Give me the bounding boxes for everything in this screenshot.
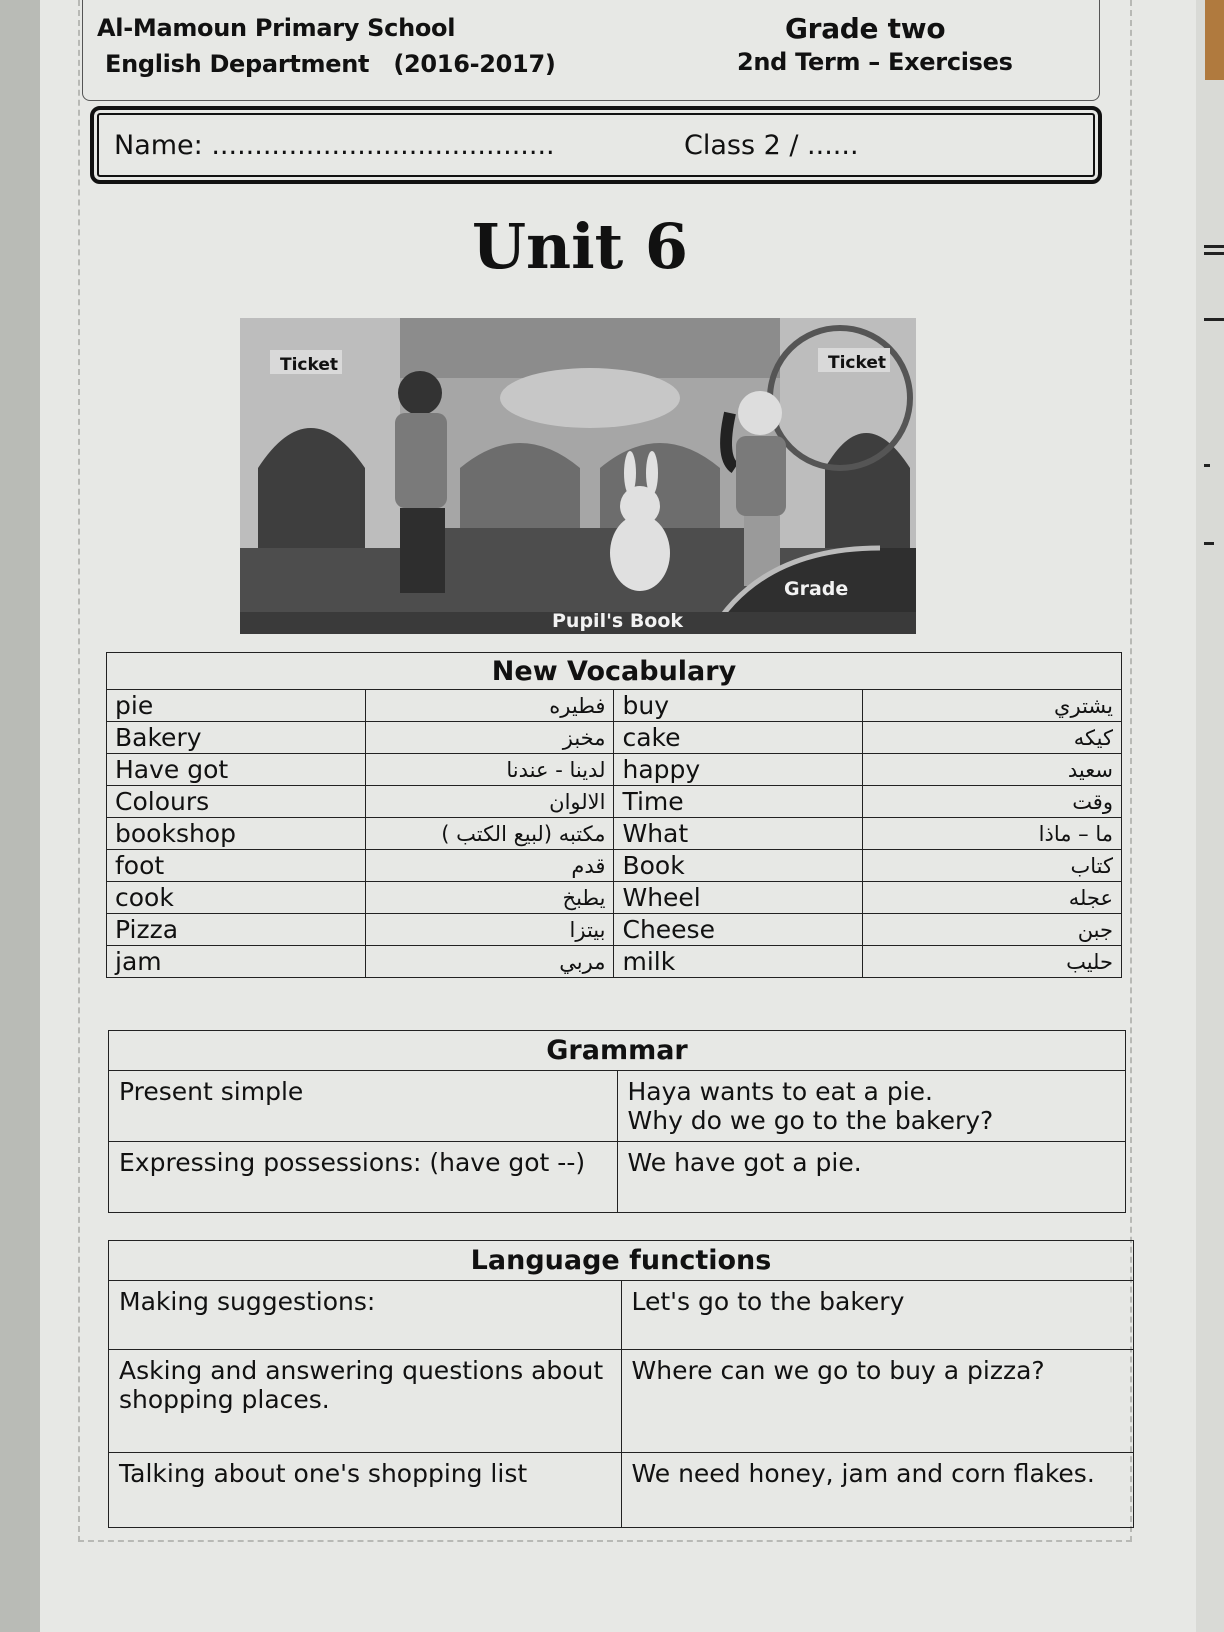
language-function-example: Let's go to the bakery (621, 1281, 1134, 1350)
ticket-sign-right: Ticket (828, 353, 887, 373)
grammar-table (108, 1030, 1126, 1213)
vocab-arabic-meaning: ما – ماذا (862, 818, 1121, 850)
vocabulary-heading: New Vocabulary (107, 653, 1122, 690)
language-function: Asking and answering questions about shopping places. (109, 1350, 622, 1453)
name-class-box (90, 106, 1102, 184)
table-row (107, 914, 1122, 946)
vocab-english-word: Pizza (107, 914, 366, 946)
table-row (107, 818, 1122, 850)
table-row (107, 786, 1122, 818)
vocab-arabic-meaning: قدم (366, 850, 614, 882)
grammar-example: We have got a pie. (617, 1142, 1126, 1213)
class-field[interactable]: Class 2 / ...... (684, 130, 859, 161)
vocab-arabic-meaning: الالوان (366, 786, 614, 818)
grammar-heading: Grammar (109, 1031, 1126, 1071)
table-row (107, 850, 1122, 882)
vocab-english-word: foot (107, 850, 366, 882)
vocab-arabic-meaning: سعيد (862, 754, 1121, 786)
language-function-example: We need honey, jam and corn flakes. (621, 1453, 1134, 1528)
vocab-english-word: Book (614, 850, 862, 882)
name-field[interactable]: Name: ........................................ (114, 130, 555, 161)
vocab-arabic-meaning: مخبز (366, 722, 614, 754)
language-functions-heading: Language functions (109, 1241, 1134, 1281)
vocab-arabic-meaning: بيتزا (366, 914, 614, 946)
vocab-english-word: Bakery (107, 722, 366, 754)
desk-corner (1205, 0, 1224, 80)
table-row (107, 722, 1122, 754)
table-row (109, 1350, 1134, 1453)
vocab-english-word: jam (107, 946, 366, 978)
vocab-english-word: Wheel (614, 882, 862, 914)
vocab-arabic-meaning: مكتبه (لبيع الكتب ) (366, 818, 614, 850)
vocab-english-word: happy (614, 754, 862, 786)
pupils-book-cover-image (240, 318, 916, 634)
language-functions-table (108, 1240, 1134, 1528)
language-function: Making suggestions: (109, 1281, 622, 1350)
vocab-english-word: Cheese (614, 914, 862, 946)
vocab-arabic-meaning: حليب (862, 946, 1121, 978)
vocab-arabic-meaning: كيكه (862, 722, 1121, 754)
grammar-topic: Present simple (109, 1071, 618, 1142)
table-row (107, 882, 1122, 914)
grade-label: Grade two (785, 12, 946, 45)
table-row (109, 1142, 1126, 1213)
adjacent-page-edge (1196, 0, 1224, 1632)
table-row (107, 690, 1122, 722)
school-name: Al-Mamoun Primary School (97, 14, 456, 42)
vocab-english-word: cake (614, 722, 862, 754)
language-function-example: Where can we go to buy a pizza? (621, 1350, 1134, 1453)
vocab-arabic-meaning: فطيره (366, 690, 614, 722)
language-function: Talking about one's shopping list (109, 1453, 622, 1528)
vocab-arabic-meaning: وقت (862, 786, 1121, 818)
table-row (109, 1453, 1134, 1528)
vocabulary-table (106, 652, 1122, 978)
vocab-english-word: pie (107, 690, 366, 722)
grammar-topic: Expressing possessions: (have got --) (109, 1142, 618, 1213)
table-row (109, 1071, 1126, 1142)
vocab-english-word: milk (614, 946, 862, 978)
grammar-example: Haya wants to eat a pie. Why do we go to the bakery? (617, 1071, 1126, 1142)
vocab-english-word: Time (614, 786, 862, 818)
vocab-english-word: cook (107, 882, 366, 914)
vocab-arabic-meaning: يطبخ (366, 882, 614, 914)
vocab-arabic-meaning: مربي (366, 946, 614, 978)
vocab-arabic-meaning: عجله (862, 882, 1121, 914)
ticket-sign-left: Ticket (280, 355, 339, 375)
vocab-english-word: Colours (107, 786, 366, 818)
vocab-arabic-meaning: لدينا - عندنا (366, 754, 614, 786)
vocab-english-word: What (614, 818, 862, 850)
vocab-english-word: Have got (107, 754, 366, 786)
header-box (82, 0, 1100, 101)
table-row (107, 754, 1122, 786)
vocab-arabic-meaning: جبن (862, 914, 1121, 946)
term-label: 2nd Term – Exercises (737, 48, 1013, 76)
vocab-arabic-meaning: كتاب (862, 850, 1121, 882)
grade-badge: Grade (784, 578, 849, 600)
unit-title: Unit 6 (471, 210, 689, 283)
vocab-arabic-meaning: يشتري (862, 690, 1121, 722)
vocab-english-word: buy (614, 690, 862, 722)
table-row (107, 946, 1122, 978)
table-row (109, 1281, 1134, 1350)
vocab-english-word: bookshop (107, 818, 366, 850)
department-name: English Department (2016-2017) (105, 50, 556, 78)
pupils-book-label: Pupil's Book (552, 610, 684, 632)
